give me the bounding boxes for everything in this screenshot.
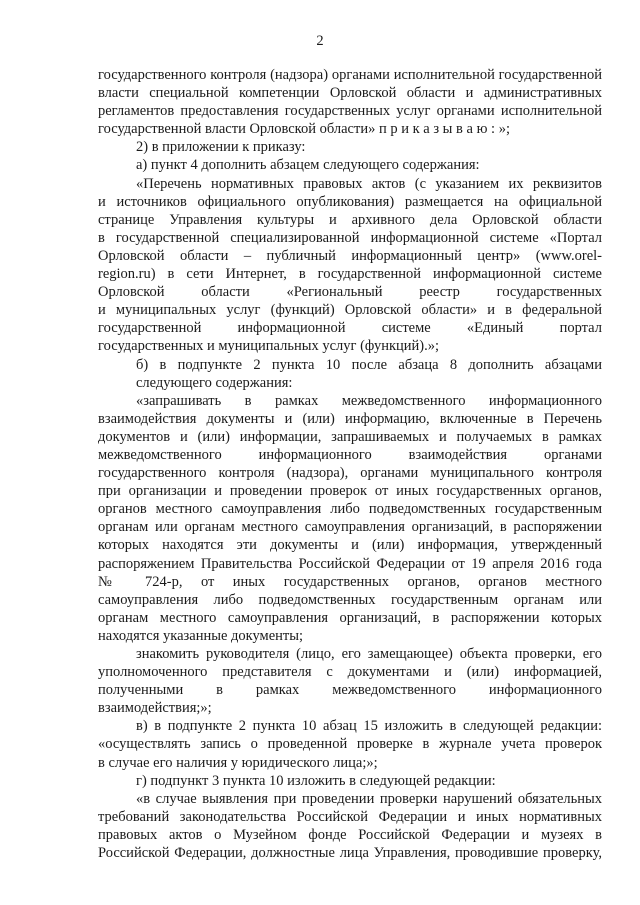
text-line: а) пункт 4 дополнить абзацем следующего содержания: [136,157,480,174]
text-line: взаимодействия;»; [98,700,212,717]
text-line: «Перечень нормативных правовых актов (с указанием их реквизитов [136,175,602,192]
text-line: region.ru) в сети Интернет, в государственной информационной системе [98,266,602,283]
text-line: государственной информационной системе «Единый портал [98,320,602,337]
page-number: 2 [316,33,324,49]
text-line: требований законодательства Российской Федерации и иных нормативных [98,808,602,825]
text-line: Орловской области – публичный информационный центр» (www.orel- [98,247,602,264]
text-line: государственного контроля (надзора), органами муниципального контроля [98,465,602,482]
text-line: знакомить руководителя (лицо, его замещающее) объекта проверки, его [136,646,602,662]
text-line: находятся указанные документы; [98,627,304,644]
text-line: 2) в приложении к приказу: [136,139,306,156]
text-line: государственных и муниципальных услуг (функций).»; [98,338,440,355]
text-line: «в случае выявления при проведении проверки нарушений обязательных [136,790,602,807]
text-line: взаимодействия документы и (или) информацию, включенные в Перечень [98,410,602,427]
text-line: «осуществлять запись о проведенной проверке в журнале учета проверок [98,736,602,753]
text-line: самоуправления либо подведомственных государственным органам или [98,591,602,608]
text-line: уполномоченного представителя с документами и (или) информацией, [98,664,602,681]
text-line: при организации и проведении проверок от иных государственных органов, [98,483,602,500]
text-line: № 724-р, от иных государственных органов, органов местного [98,573,602,590]
text-line: следующего содержания: [136,374,293,391]
text-line: межведомственного информационного взаимодействия органами [98,446,602,463]
text-line: в государственной специализированной информационной системе «Портал [98,229,602,246]
text-line: государственной власти Орловской области» п р и к а з ы в а ю : »; [98,121,510,138]
text-line: Российской Федерации, должностные лица Управления, проводившие проверку, [98,845,602,862]
text-line: власти специальной компетенции Орловской области и административных [98,85,602,102]
text-line: органам местного самоуправления организаций, в распоряжении которых [98,609,602,626]
text-line: регламентов предоставления государственных услуг органами исполнительной [98,103,602,120]
text-line: органов местного самоуправления либо подведомственных государственным [98,501,602,518]
text-line: документов и (или) информации, запрашиваемых и получаемых в рамках [98,428,602,445]
text-line: правовых актов о Музейном фонде Российской Федерации и музеях в [98,826,602,843]
text-line: в случае его наличия у юридического лица;»; [98,754,378,771]
text-line: государственного контроля (надзора) органами исполнительной государственной [98,67,602,83]
text-line: б) в подпункте 2 пункта 10 после абзаца 8 дополнить абзацами [136,356,602,373]
text-line: и источников официального опубликования) размещается на официальной [98,193,602,210]
text-line: полученными в рамках межведомственного информационного [98,682,602,699]
text-line: которых находятся эти документы и (или) информация, утвержденный [98,537,602,554]
text-line: и муниципальных услуг (функций) Орловской области» и в федеральной [98,302,602,319]
text-line: г) подпункт 3 пункта 10 изложить в следующей редакции: [136,772,496,789]
text-line: распоряжением Правительства Российской Федерации от 19 апреля 2016 года [98,555,602,572]
text-line: Орловской области «Региональный реестр государственных [98,284,602,301]
document-body [98,66,602,862]
text-line: странице Управления культуры и архивного дела Орловской области [98,211,602,228]
text-line: в) в подпункте 2 пункта 10 абзац 15 изложить в следующей редакции: [136,718,602,735]
text-line: органам или органам местного самоуправления организаций, в распоряжении [98,519,602,536]
text-line: «запрашивать в рамках межведомственного информационного [136,392,602,409]
